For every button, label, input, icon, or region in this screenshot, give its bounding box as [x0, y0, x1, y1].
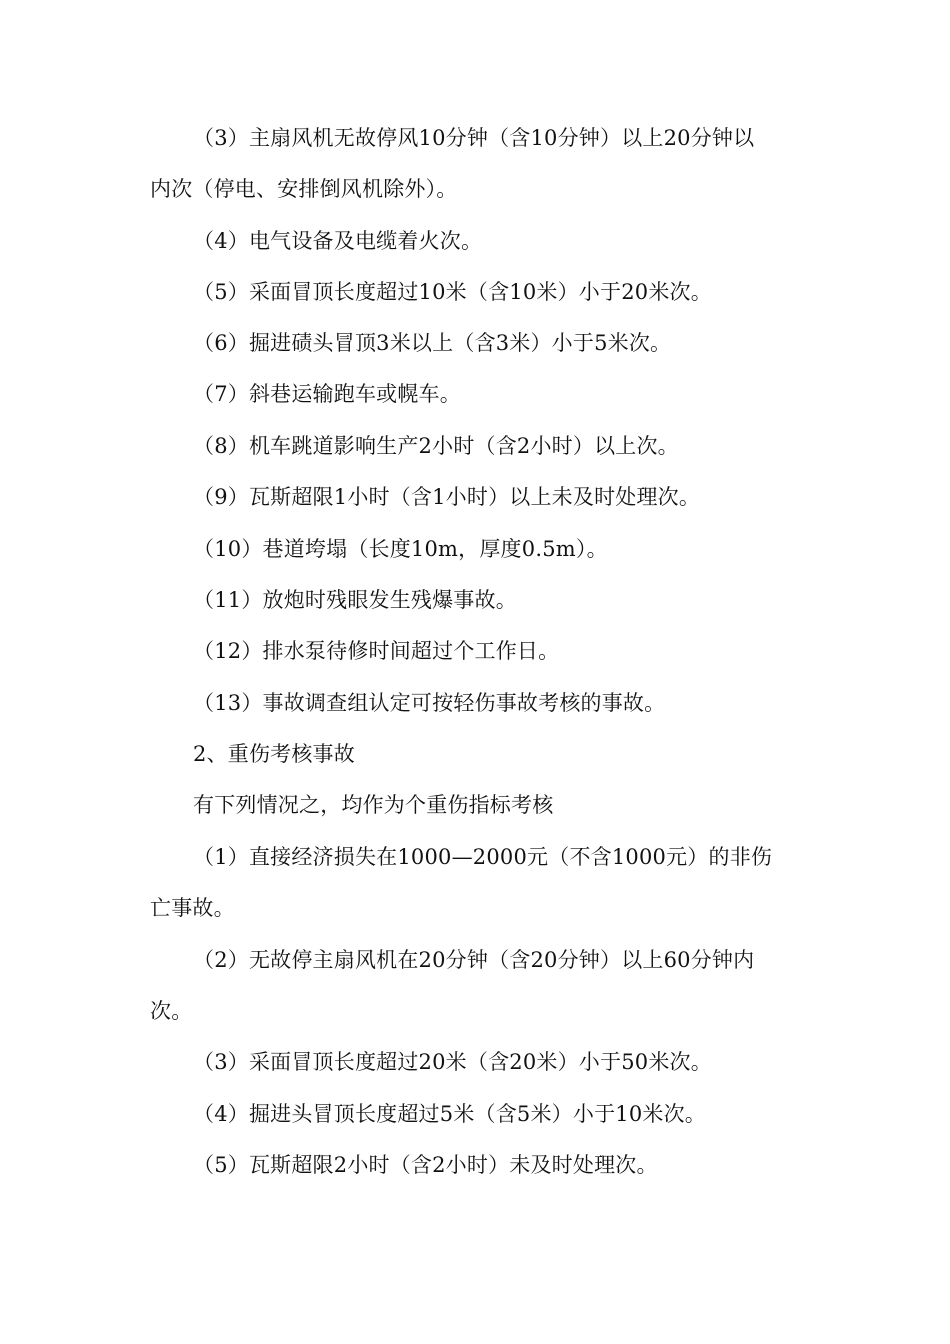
paragraph-line: 内次（停电、安排倒风机除外）。 [150, 177, 458, 201]
paragraph-line: （2）无故停主扇风机在20分钟（含20分钟）以上60分钟内 [193, 948, 755, 972]
section-heading: 2、重伤考核事故 [193, 742, 355, 766]
paragraph-line: （8）机车跳道影响生产2小时（含2小时）以上次。 [193, 434, 679, 458]
paragraph-line: （3）主扇风机无故停风10分钟（含10分钟）以上20分钟以 [193, 126, 755, 150]
paragraph-line: （12）排水泵待修时间超过个工作日。 [193, 639, 560, 663]
paragraph-line: （7）斜巷运输跑车或幌车。 [193, 382, 461, 406]
paragraph-line: （6）掘进碛头冒顶3米以上（含3米）小于5米次。 [193, 331, 672, 355]
paragraph-line: 次。 [150, 999, 193, 1023]
paragraph-line: （1）直接经济损失在1000—2000元（不含1000元）的非伤 [193, 845, 773, 869]
paragraph-line: 亡事故。 [150, 896, 235, 920]
paragraph-line: （11）放炮时残眼发生残爆事故。 [193, 588, 517, 612]
paragraph-line: （9）瓦斯超限1小时（含1小时）以上未及时处理次。 [193, 485, 701, 509]
paragraph-line: （13）事故调查组认定可按轻伤事故考核的事故。 [193, 691, 666, 715]
paragraph-line: 有下列情况之，均作为个重伤指标考核 [193, 793, 554, 817]
paragraph-line: （5）采面冒顶长度超过10米（含10米）小于20米次。 [193, 280, 712, 304]
paragraph-line: （5）瓦斯超限2小时（含2小时）未及时处理次。 [193, 1153, 658, 1177]
paragraph-line: （10）巷道垮塌（长度10m，厚度0.5m）。 [193, 537, 608, 561]
paragraph-line: （4）电气设备及电缆着火次。 [193, 229, 483, 253]
paragraph-line: （3）采面冒顶长度超过20米（含20米）小于50米次。 [193, 1050, 712, 1074]
paragraph-line: （4）掘进头冒顶长度超过5米（含5米）小于10米次。 [193, 1102, 707, 1126]
